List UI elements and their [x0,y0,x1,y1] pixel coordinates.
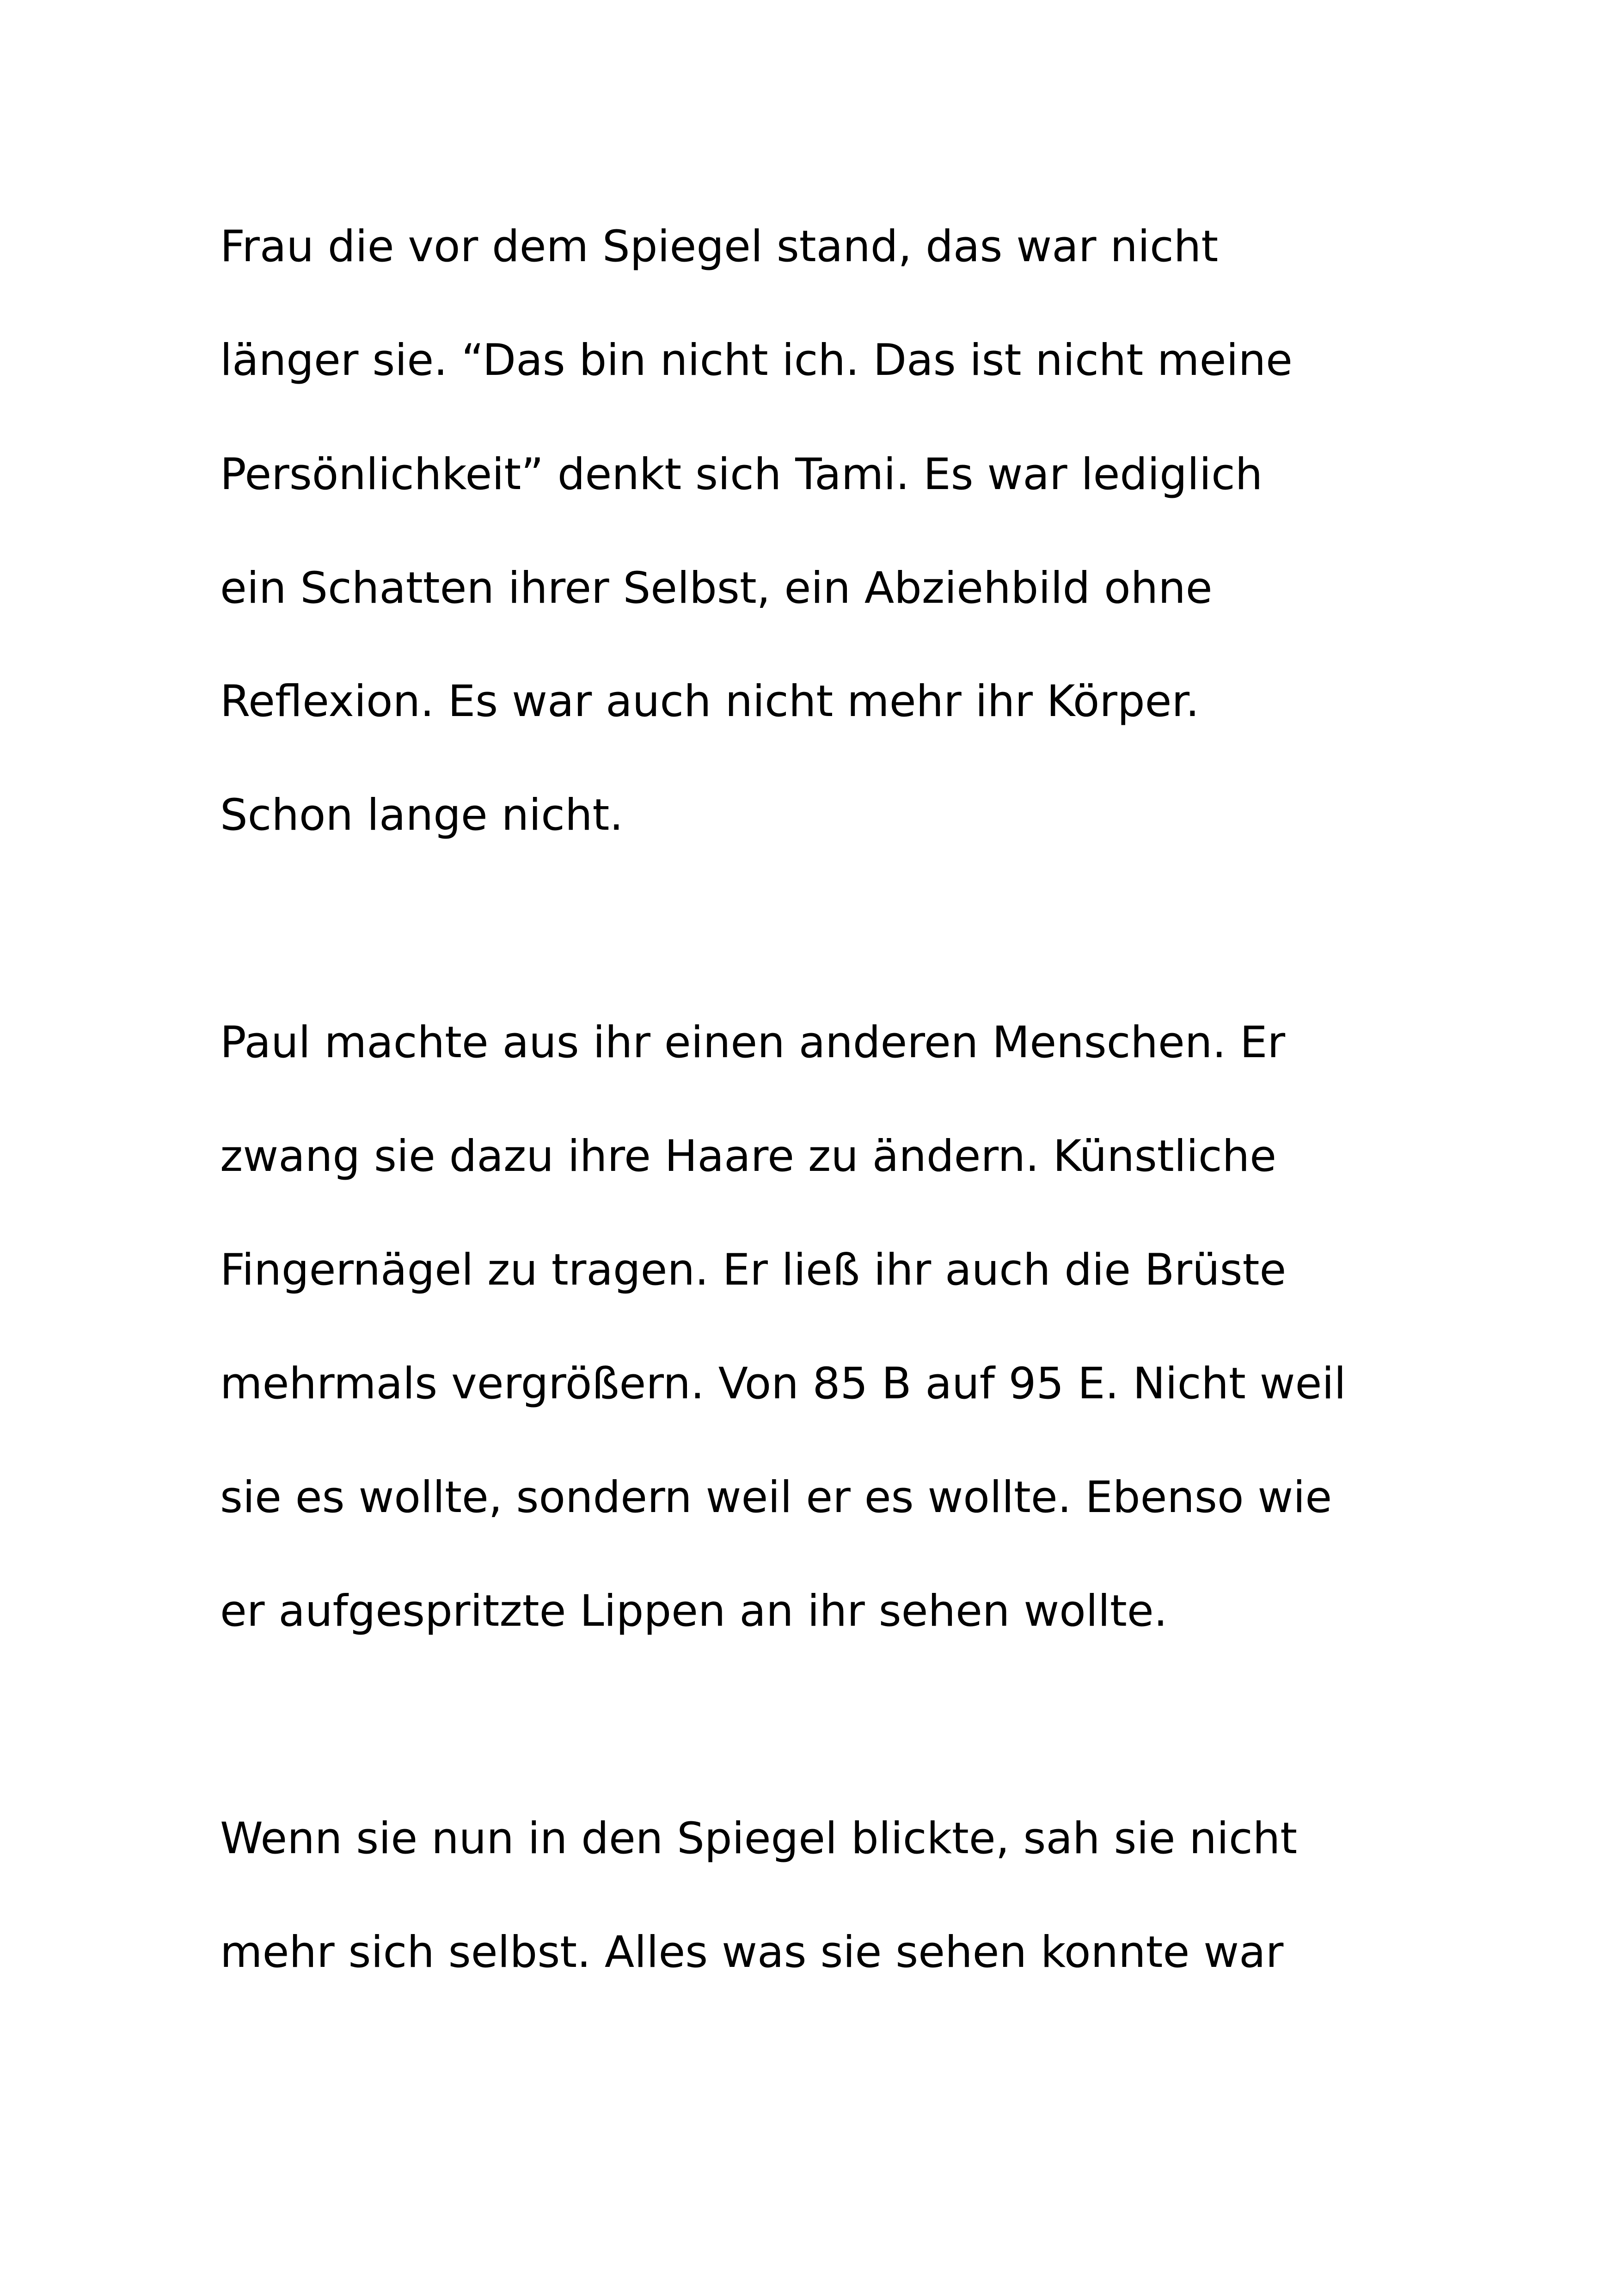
text-line: Schon lange nicht. [220,790,624,840]
text-line: ein Schatten ihrer Selbst, ein Abziehbild ohne [220,563,1213,613]
text-line: Wenn sie nun in den Spiegel blickte, sah sie nicht [220,1813,1298,1864]
text-line: mehrmals vergrößern. Von 85 B auf 95 E. Nicht weil [220,1359,1346,1409]
text-line: zwang sie dazu ihre Haare zu ändern. Künstliche [220,1131,1277,1182]
text-line: länger sie. “Das bin nicht ich. Das ist nicht meine [220,335,1293,386]
text-line: Reflexion. Es war auch nicht mehr ihr Körper. [220,676,1200,727]
text-line: er aufgespritzte Lippen an ihr sehen wollte. [220,1586,1168,1636]
text-line: Persönlichkeit” denkt sich Tami. Es war lediglich [220,449,1263,500]
text-line: sie es wollte, sondern weil er es wollte. Ebenso wie [220,1472,1332,1523]
text-line: Frau die vor dem Spiegel stand, das war nicht [220,221,1219,272]
text-line: mehr sich selbst. Alles was sie sehen konnte war [220,1927,1284,1978]
text-line: Fingernägel zu tragen. Er ließ ihr auch die Brüste [220,1245,1287,1295]
text-line: Paul machte aus ihr einen anderen Menschen. Er [220,1017,1286,1068]
